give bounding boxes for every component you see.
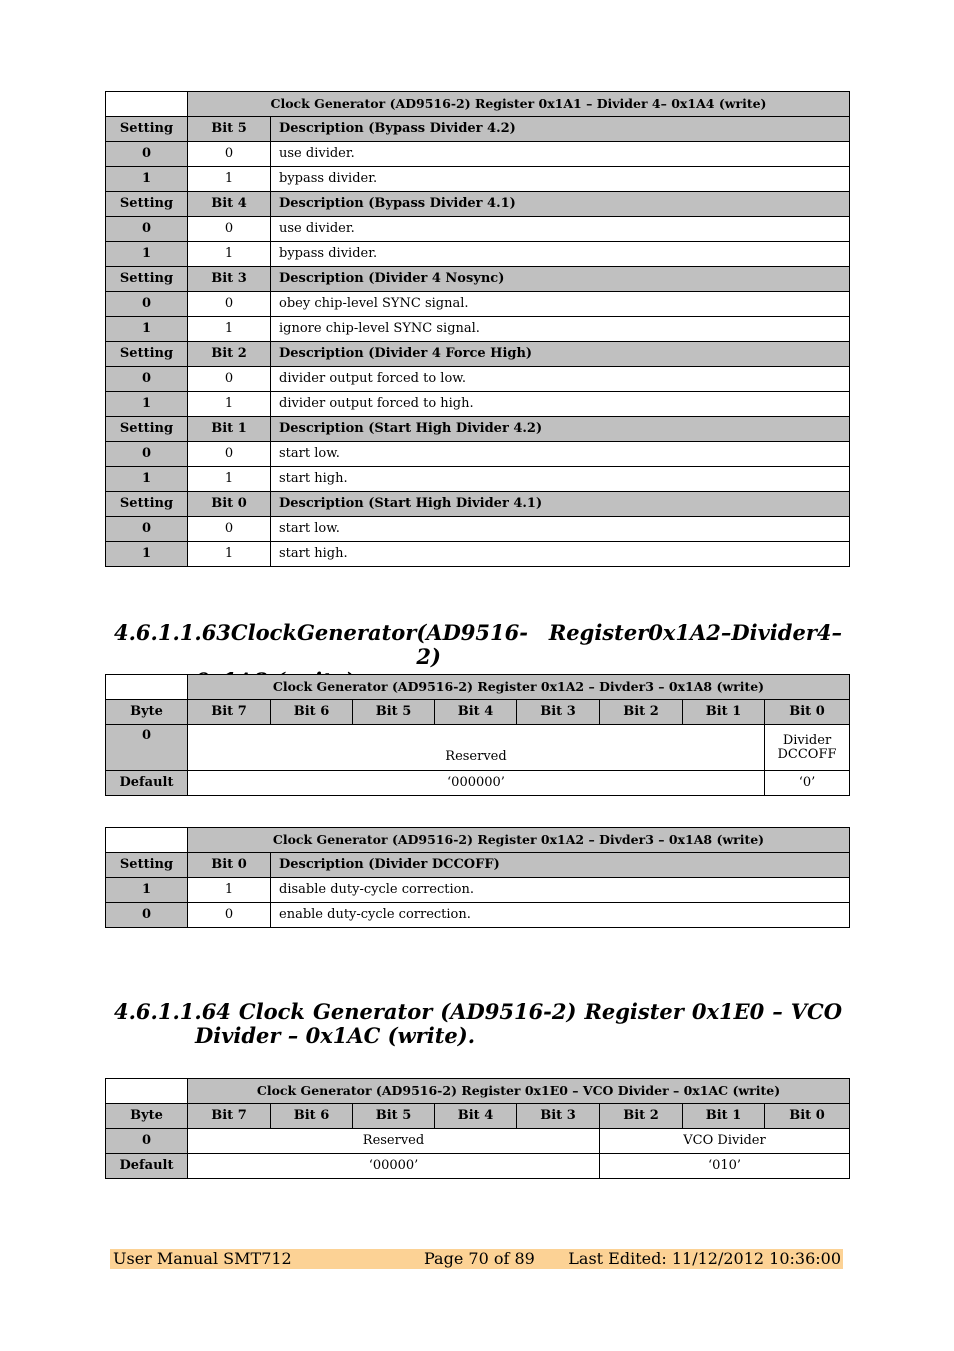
bit-header: Bit 1 [188,417,271,442]
bit-header: Bit 5 [353,1104,435,1129]
bit-header: Bit 0 [188,853,271,878]
empty-corner-cell [106,1079,188,1104]
bit-header: Bit 1 [683,1104,765,1129]
setting-cell: 1 [106,467,188,492]
heading-word: Clock [238,999,305,1024]
description-cell: disable duty-cycle correction. [271,878,850,903]
table-row [106,367,850,392]
heading-word: (AD9516-2) [440,999,577,1024]
setting-cell: 0 [106,367,188,392]
heading-line-2: Divider – 0x1AC (write). [195,1023,476,1048]
setting-cell: 0 [106,903,188,928]
bit-cell: 0 [188,142,271,167]
heading-word: Register [548,620,649,645]
bit-cell: 0 [188,517,271,542]
table-row [106,878,850,903]
description-cell: start low. [271,517,850,542]
setting-header: Setting [106,117,188,142]
setting-header: Setting [106,267,188,292]
byte-cell: 0 [106,725,188,771]
table-caption-row [106,828,850,853]
table-header-row [106,342,850,367]
reserved-cell: Reserved [188,1129,600,1154]
bit-header-row [106,1104,850,1129]
table-header-row [106,117,850,142]
field-name-line-1: Divider [782,732,832,748]
setting-cell: 1 [106,317,188,342]
heading-word: Register [584,999,684,1024]
bit-header: Bit 1 [683,700,765,725]
setting-header: Setting [106,492,188,517]
bit-cell: 1 [188,878,271,903]
setting-cell: 1 [106,542,188,567]
heading-word: – [720,620,732,645]
bit-cell: 0 [188,292,271,317]
table-row [106,317,850,342]
heading-word: Clock [230,620,297,645]
byte-cell: 0 [106,1129,188,1154]
byte-header: Byte [106,700,188,725]
table-row [106,217,850,242]
empty-corner-cell [106,675,188,700]
table-row [106,517,850,542]
default-label: Default [106,1154,188,1179]
footer-last-edited: Last Edited: 11/12/2012 10:36:00 [568,1249,841,1268]
bit-cell: 1 [188,317,271,342]
bit-header: Bit 0 [765,1104,850,1129]
heading-word: (AD9516-2) [416,620,528,669]
default-field-value: ‘0’ [765,771,850,796]
heading-word: 0x1A2 [648,620,721,645]
description-cell: bypass divider. [271,167,850,192]
setting-cell: 0 [106,142,188,167]
bit-cell: 1 [188,392,271,417]
register-table-0x1a1 [105,91,850,567]
byte-header: Byte [106,1104,188,1129]
table-header-row [106,492,850,517]
bit-cell: 1 [188,242,271,267]
field-cell [765,725,850,771]
setting-cell: 1 [106,167,188,192]
bit-header: Bit 0 [765,700,850,725]
bit-header: Bit 0 [188,492,271,517]
heading-word: Divider4 [731,620,832,645]
table-row [106,442,850,467]
reserved-cell: Reserved [188,725,765,771]
table-caption-row [106,675,850,700]
default-field-value: ‘010’ [600,1154,850,1179]
bit-cell: 1 [188,167,271,192]
bit-header-row [106,700,850,725]
description-header: Description (Start High Divider 4.1) [271,492,850,517]
default-label: Default [106,771,188,796]
heading-word: 0x1E0 [691,999,765,1024]
heading-word: Generator [312,999,433,1024]
bit-header: Bit 2 [600,1104,683,1129]
field-name-line-2: DCCOFF [777,746,837,762]
description-header: Description (Bypass Divider 4.2) [271,117,850,142]
bit-header: Bit 5 [188,117,271,142]
table-row [106,167,850,192]
table-row [106,142,850,167]
table-row [106,903,850,928]
setting-cell: 0 [106,517,188,542]
register-table-0x1a2-bits [105,674,850,796]
table-caption: Clock Generator (AD9516-2) Register 0x1E0 – VCO Divider – 0x1AC (write) [188,1079,850,1104]
table-row [106,725,850,771]
description-header: Description (Start High Divider 4.2) [271,417,850,442]
setting-header: Setting [106,192,188,217]
setting-header: Setting [106,853,188,878]
table-header-row [106,267,850,292]
description-header: Description (Divider DCCOFF) [271,853,850,878]
footer-page-number: Page 70 of 89 [424,1249,535,1268]
description-header: Description (Divider 4 Force High) [271,342,850,367]
heading-line-1 [114,1000,842,1024]
bit-header: Bit 3 [188,267,271,292]
bit-cell: 0 [188,442,271,467]
bit-header: Bit 4 [435,700,517,725]
heading-word: 4.6.1.1.64 [114,999,231,1024]
setting-cell: 0 [106,442,188,467]
description-cell: enable duty-cycle correction. [271,903,850,928]
description-cell: obey chip-level SYNC signal. [271,292,850,317]
table-caption-row [106,1079,850,1104]
bit-header: Bit 4 [435,1104,517,1129]
description-header: Description (Bypass Divider 4.1) [271,192,850,217]
setting-cell: 0 [106,217,188,242]
default-reserved-value: ‘000000’ [188,771,765,796]
table-caption: Clock Generator (AD9516-2) Register 0x1A1 – Divider 4– 0x1A4 (write) [188,92,850,117]
bit-cell: 0 [188,367,271,392]
bit-header: Bit 7 [188,700,271,725]
setting-cell: 1 [106,878,188,903]
table-caption: Clock Generator (AD9516-2) Register 0x1A2 – Divder3 – 0x1A8 (write) [188,828,850,853]
table-caption-row [106,92,850,117]
table-row [106,392,850,417]
table-row [106,242,850,267]
description-cell: start high. [271,542,850,567]
table-row [106,1129,850,1154]
register-table-0x1e0 [105,1078,850,1179]
bit-header: Bit 5 [353,700,435,725]
bit-cell: 0 [188,903,271,928]
setting-header: Setting [106,417,188,442]
empty-corner-cell [106,92,188,117]
heading-word: 4.6.1.1.63 [114,620,231,645]
bit-cell: 0 [188,217,271,242]
bit-header: Bit 7 [188,1104,271,1129]
footer-manual-title: User Manual SMT712 [113,1249,292,1268]
default-row [106,1154,850,1179]
bit-header: Bit 2 [188,342,271,367]
bit-header: Bit 6 [271,1104,353,1129]
table-header-row [106,417,850,442]
description-cell: start low. [271,442,850,467]
page-footer [110,1249,843,1269]
table-row [106,542,850,567]
bit-header: Bit 6 [271,700,353,725]
heading-word: VCO [790,999,842,1024]
table-header-row [106,192,850,217]
description-cell: use divider. [271,217,850,242]
heading-word: Generator [296,620,417,645]
table-header-row [106,853,850,878]
table-row [106,292,850,317]
bit-cell: 1 [188,542,271,567]
setting-cell: 0 [106,292,188,317]
description-cell: ignore chip-level SYNC signal. [271,317,850,342]
description-cell: start high. [271,467,850,492]
bit-header: Bit 3 [517,1104,600,1129]
section-heading-64 [114,1000,842,1048]
empty-corner-cell [106,828,188,853]
description-cell: divider output forced to low. [271,367,850,392]
description-cell: use divider. [271,142,850,167]
description-cell: bypass divider. [271,242,850,267]
bit-header: Bit 3 [517,700,600,725]
bit-cell: 1 [188,467,271,492]
table-caption: Clock Generator (AD9516-2) Register 0x1A2 – Divder3 – 0x1A8 (write) [188,675,850,700]
bit-header: Bit 4 [188,192,271,217]
field-cell: VCO Divider [600,1129,850,1154]
default-reserved-value: ‘00000’ [188,1154,600,1179]
bit-header: Bit 2 [600,700,683,725]
register-table-0x1a2-desc [105,827,850,928]
heading-line-1 [114,621,842,669]
description-cell: divider output forced to high. [271,392,850,417]
table-row [106,467,850,492]
heading-word: – [772,999,783,1024]
setting-cell: 1 [106,242,188,267]
heading-word: – [831,620,842,645]
setting-header: Setting [106,342,188,367]
default-row [106,771,850,796]
description-header: Description (Divider 4 Nosync) [271,267,850,292]
setting-cell: 1 [106,392,188,417]
